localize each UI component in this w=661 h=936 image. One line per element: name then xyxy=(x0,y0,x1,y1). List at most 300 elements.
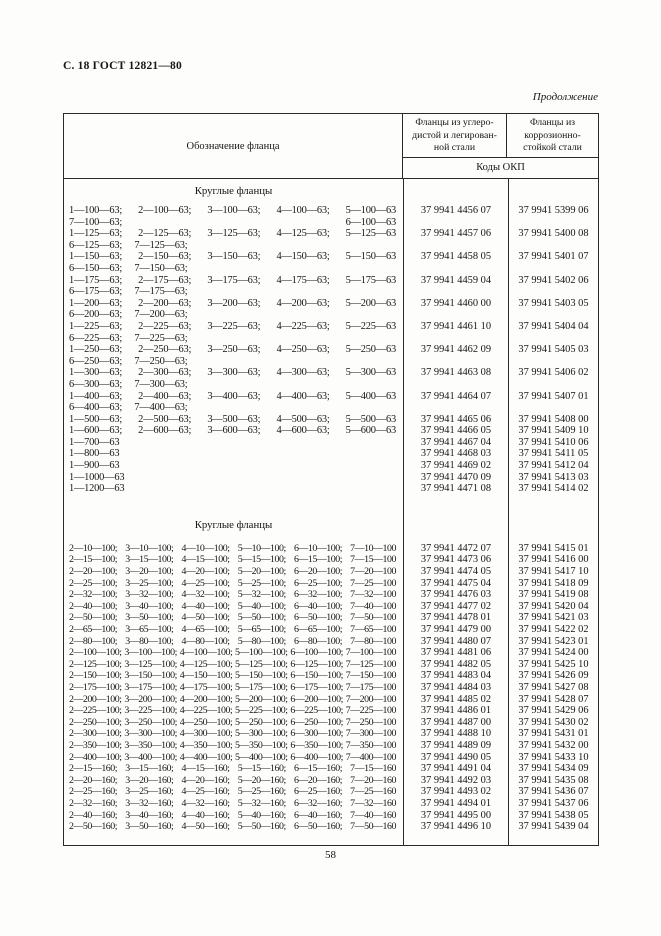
designation-line xyxy=(69,578,396,590)
flange-designation: 5—25—160; xyxy=(237,786,286,798)
flange-designation: 6—250—63; xyxy=(69,355,123,367)
flange-designation: 4—200—63; xyxy=(276,297,330,309)
table-row xyxy=(64,437,598,449)
okp-code-carbon-steel: 37 9941 4472 07 xyxy=(420,542,492,554)
designation-line xyxy=(69,240,396,252)
flange-designations-cell xyxy=(64,298,403,321)
flange-designation: 3—400—100; xyxy=(124,751,177,763)
flange-designation: 2—250—100; xyxy=(69,716,122,728)
table-row xyxy=(64,205,598,228)
table-row xyxy=(64,298,598,321)
carbon-steel-header-line: дистой и легирован- xyxy=(412,129,497,141)
okp-code-corrosion-steel: 37 9941 5420 04 xyxy=(518,600,589,612)
okp-code-corrosion-steel: 37 9941 5429 06 xyxy=(518,705,589,717)
okp-code-carbon-steel: 37 9941 4482 05 xyxy=(420,658,492,670)
page-number: 58 xyxy=(325,849,336,861)
flange-designations-cell xyxy=(64,391,403,414)
designation-line xyxy=(69,367,396,379)
flange-designations-cell xyxy=(64,786,403,798)
designation-line xyxy=(69,682,396,694)
flange-designation: 6—300—63; xyxy=(69,378,123,390)
flange-designation: 5—25—100; xyxy=(237,577,286,589)
flange-designation: 1—700—63 xyxy=(69,436,120,448)
okp-code-corrosion-steel: 37 9941 5435 08 xyxy=(518,774,589,786)
flange-designation: 3—50—100; xyxy=(125,612,174,624)
flange-designation: 4—250—63; xyxy=(276,344,330,356)
okp-code-corrosion-steel: 37 9941 5409 10 xyxy=(518,425,589,437)
okp-code-corrosion-steel: 37 9941 5404 04 xyxy=(518,320,589,332)
okp-code-carbon-steel: 37 9941 4474 05 xyxy=(420,566,492,578)
flange-designation: 2—200—63; xyxy=(138,297,192,309)
designation-line xyxy=(69,460,396,472)
okp-code-corrosion-steel: 37 9941 5411 05 xyxy=(518,448,589,460)
flange-designation: 6—225—63; xyxy=(69,332,123,344)
designation-line xyxy=(69,286,396,298)
designation-line xyxy=(69,402,396,414)
table-row xyxy=(64,659,598,671)
flange-designation: 5—225—100; xyxy=(235,705,288,717)
flange-designation: 6—250—100; xyxy=(290,716,343,728)
okp-code-carbon-steel: 37 9941 4456 07 xyxy=(420,205,492,216)
flange-designation: 3—150—63; xyxy=(207,251,261,263)
flange-designation: 7—15—160 xyxy=(350,763,396,775)
flange-designation: 4—25—100; xyxy=(181,577,230,589)
flange-designation: 2—50—160; xyxy=(69,821,118,833)
table-row xyxy=(64,472,598,484)
flange-designation: 4—300—63; xyxy=(276,367,330,379)
flange-designation: 5—150—100; xyxy=(235,670,288,682)
flange-designation: 4—80—100; xyxy=(181,635,230,647)
flange-designation: 2—400—63; xyxy=(138,390,192,402)
flange-designation: 6—20—100; xyxy=(293,566,343,578)
flange-designation: 3—175—100; xyxy=(124,681,177,693)
designation-line xyxy=(69,636,396,648)
table-row xyxy=(64,636,598,648)
okp-code-corrosion-steel: 37 9941 5401 07 xyxy=(518,251,589,263)
table-row xyxy=(64,543,598,555)
table-section xyxy=(64,185,598,495)
okp-code-corrosion-steel: 37 9941 5428 07 xyxy=(518,693,589,705)
designation-line xyxy=(69,763,396,775)
flange-designation: 7—200—100 xyxy=(345,693,396,705)
okp-code-corrosion-steel: 37 9941 5402 06 xyxy=(518,274,589,286)
flange-designation: 3—250—100; xyxy=(124,716,177,728)
flange-designation: 5—300—63 xyxy=(345,367,396,379)
flange-designation: 3—350—100; xyxy=(124,739,177,751)
table-row xyxy=(64,705,598,717)
flange-designation: 3—40—100; xyxy=(125,600,174,612)
flange-designation: 4—32—160; xyxy=(181,797,230,809)
okp-code-carbon-steel: 37 9941 4473 06 xyxy=(420,554,492,566)
okp-code-carbon-steel: 37 9941 4465 06 xyxy=(420,413,492,425)
designation-line xyxy=(69,775,396,787)
okp-code-carbon-steel: 37 9941 4490 05 xyxy=(420,751,492,763)
flange-designation: 6—80—100; xyxy=(293,635,343,647)
okp-code-corrosion-steel: 37 9941 5418 09 xyxy=(518,577,589,589)
flange-designation: 7—10—100 xyxy=(350,542,396,554)
flange-designation: 6—50—100; xyxy=(293,612,343,624)
flange-table xyxy=(63,113,599,846)
flange-designation: 2—25—160; xyxy=(69,786,118,798)
flange-designation: 2—300—63; xyxy=(138,367,192,379)
flange-designation: 4—300—100; xyxy=(179,728,233,740)
flange-designation: 6—400—63; xyxy=(69,402,123,414)
flange-designation: 5—400—100; xyxy=(235,751,288,763)
flange-designations-cell xyxy=(64,437,403,449)
okp-code-carbon-steel: 37 9941 4476 03 xyxy=(420,589,492,601)
flange-designation: 3—32—160; xyxy=(125,797,174,809)
table-row xyxy=(64,821,598,833)
flange-designation: 5—300—100; xyxy=(235,728,288,740)
flange-designation: 2—400—100; xyxy=(69,751,122,763)
flange-designation: 2—175—100; xyxy=(69,681,122,693)
okp-code-corrosion-steel: 37 9941 5432 00 xyxy=(518,739,589,751)
column-divider-rule xyxy=(403,179,404,845)
flange-designation: 6—175—63; xyxy=(69,286,123,298)
flange-designation: 3—300—63; xyxy=(207,367,261,379)
flange-designation: 4—50—100; xyxy=(181,612,230,624)
carbon-steel-header-line: ной стали xyxy=(433,142,476,153)
corrosion-steel-header-line: Фланцы из xyxy=(529,117,576,128)
okp-code-corrosion-steel: 37 9941 5422 02 xyxy=(518,624,589,635)
flange-designations-cell xyxy=(64,367,403,390)
flange-designations-cell xyxy=(64,717,403,729)
section-rows xyxy=(64,543,598,833)
flange-designation: 7—175—63; xyxy=(134,286,188,298)
okp-code-carbon-steel: 37 9941 4458 05 xyxy=(420,251,492,263)
flange-designation: 6—20—160; xyxy=(293,774,343,786)
flange-designation: 2—100—100; xyxy=(69,647,122,659)
flange-designation: 3—20—100; xyxy=(125,566,174,578)
flange-designation: 3—400—63; xyxy=(207,390,261,402)
flange-designation: 2—250—63; xyxy=(138,344,192,356)
okp-code-carbon-steel: 37 9941 4496 10 xyxy=(420,821,492,833)
flange-designation: 5—100—100; xyxy=(235,647,288,659)
flange-designation: 2—15—100; xyxy=(69,554,118,566)
flange-designations-cell xyxy=(64,414,403,426)
okp-code-carbon-steel: 37 9941 4462 09 xyxy=(420,344,492,356)
table-row xyxy=(64,578,598,590)
flange-designation: 7—50—100 xyxy=(350,612,396,624)
flange-designation: 7—200—63; xyxy=(134,309,188,321)
okp-code-carbon-steel: 37 9941 4467 04 xyxy=(420,436,492,448)
flange-designations-cell xyxy=(64,321,403,344)
flange-designation: 4—15—160; xyxy=(181,763,230,775)
flange-designation: 5—32—160; xyxy=(237,797,286,809)
flange-designation: 7—125—100 xyxy=(345,658,396,670)
flange-designation: 5—32—100; xyxy=(237,589,286,601)
flange-designation: 6—15—100; xyxy=(293,554,343,566)
designation-line xyxy=(69,437,396,449)
corrosion-steel-header-line: стойкой стали xyxy=(523,142,582,153)
flange-designation: 4—50—160; xyxy=(181,821,230,833)
okp-code-carbon-steel: 37 9941 4493 02 xyxy=(420,786,492,798)
designation-line xyxy=(69,251,396,263)
flange-designation: 7—25—160 xyxy=(350,786,396,798)
table-row xyxy=(64,275,598,298)
okp-code-carbon-steel: 37 9941 4459 04 xyxy=(420,274,492,286)
designation-line xyxy=(69,694,396,706)
flange-designations-cell xyxy=(64,694,403,706)
flange-designations-cell xyxy=(64,578,403,590)
okp-code-carbon-steel: 37 9941 4481 06 xyxy=(420,647,492,659)
flange-designation: 6—350—100; xyxy=(290,739,343,751)
flange-designation: 3—100—100; xyxy=(124,647,177,659)
designation-line xyxy=(69,414,396,426)
flange-designation: 4—40—100; xyxy=(181,600,230,612)
flange-designation: 2—125—63; xyxy=(138,228,192,240)
flange-designations-cell xyxy=(64,205,403,228)
flange-designation: 6—150—100; xyxy=(290,670,343,682)
flange-designation: 7—50—160 xyxy=(350,821,396,833)
flange-designation: 7—225—100 xyxy=(345,705,396,717)
designation-line xyxy=(69,798,396,810)
designation-line xyxy=(69,566,396,578)
flange-designations-cell xyxy=(64,670,403,682)
okp-code-carbon-steel: 37 9941 4479 00 xyxy=(420,624,492,635)
flange-designation: 7—32—160 xyxy=(350,797,396,809)
flange-designation: 7—225—63; xyxy=(134,332,188,344)
okp-code-corrosion-steel: 37 9941 5423 01 xyxy=(518,635,589,647)
flange-designation: 4—500—63; xyxy=(276,413,330,425)
flange-designation: 5—200—100; xyxy=(235,693,288,705)
flange-designation: 7—150—100 xyxy=(345,670,396,682)
flange-designations-cell xyxy=(64,821,403,833)
table-row xyxy=(64,810,598,822)
section-title: Круглые фланцы xyxy=(194,518,273,531)
flange-designation: 4—225—100; xyxy=(179,705,233,717)
flange-designation: 3—250—63; xyxy=(207,344,261,356)
table-row xyxy=(64,786,598,798)
flange-designation: 5—250—100; xyxy=(235,716,288,728)
flange-designation: 7—20—100 xyxy=(350,566,396,578)
flange-designation: 3—20—160; xyxy=(125,774,174,786)
okp-code-carbon-steel: 37 9941 4464 07 xyxy=(420,390,492,402)
flange-designation: 4—40—160; xyxy=(181,809,230,821)
flange-designation: 5—50—100; xyxy=(237,612,286,624)
designation-line xyxy=(69,263,396,275)
flange-designation: 5—20—160; xyxy=(237,774,286,786)
flange-designations-cell xyxy=(64,624,403,636)
flange-designation: 3—125—100; xyxy=(124,658,177,670)
flange-designation: 3—100—63; xyxy=(207,205,261,216)
okp-code-carbon-steel: 37 9941 4492 03 xyxy=(420,774,492,786)
flange-designation: 2—100—63; xyxy=(138,205,192,216)
designation-line xyxy=(69,298,396,310)
flange-designation: 1—300—63; xyxy=(69,367,123,379)
flange-designations-cell xyxy=(64,472,403,484)
flange-designation: 4—350—100; xyxy=(179,739,233,751)
flange-designation: 3—10—100; xyxy=(125,542,174,554)
okp-code-corrosion-steel: 37 9941 5416 00 xyxy=(518,554,589,566)
table-row xyxy=(64,752,598,764)
designation-line xyxy=(69,333,396,345)
designation-line xyxy=(69,705,396,717)
designation-line xyxy=(69,659,396,671)
flange-designation: 1—900—63 xyxy=(69,460,120,472)
designation-line xyxy=(69,786,396,798)
okp-code-carbon-steel: 37 9941 4484 03 xyxy=(420,681,492,693)
flange-designation: 6—50—160; xyxy=(293,821,343,833)
flange-designation: 5—225—63 xyxy=(345,320,396,332)
okp-code-carbon-steel: 37 9941 4461 10 xyxy=(420,320,492,332)
okp-code-corrosion-steel: 37 9941 5412 04 xyxy=(518,460,589,472)
flange-designations-cell xyxy=(64,425,403,437)
flange-designation: 4—10—100; xyxy=(181,542,230,554)
flange-designation: 1—800—63 xyxy=(69,448,120,460)
okp-code-corrosion-steel: 37 9941 5399 06 xyxy=(518,205,589,216)
flange-designation: 7—250—63; xyxy=(134,355,188,367)
flange-designation: 3—300—100; xyxy=(124,728,177,740)
column-divider-rule xyxy=(508,179,509,845)
designation-line xyxy=(69,356,396,368)
designation-line xyxy=(69,601,396,613)
flange-designation: 2—200—100; xyxy=(69,693,122,705)
flange-designations-cell xyxy=(64,228,403,251)
flange-designation: 6—125—63; xyxy=(69,239,123,251)
flange-designation: 4—65—100; xyxy=(181,624,230,635)
continuation-label: Продолжение xyxy=(532,91,598,103)
table-row xyxy=(64,589,598,601)
flange-designation: 6—100—63 xyxy=(345,216,396,228)
flange-designation: 2—350—100; xyxy=(69,739,122,751)
designation-line xyxy=(69,740,396,752)
flange-designation: 7—100—63; xyxy=(69,216,123,228)
flange-designation: 2—40—100; xyxy=(69,600,118,612)
okp-code-carbon-steel: 37 9941 4460 00 xyxy=(420,297,492,309)
corrosion-steel-column-header xyxy=(507,114,598,157)
flange-designations-cell xyxy=(64,589,403,601)
flange-designation: 7—40—100 xyxy=(350,600,396,612)
flange-designations-cell xyxy=(64,659,403,671)
designation-line xyxy=(69,717,396,729)
flange-designation: 2—80—100; xyxy=(69,635,118,647)
flange-designation: 7—175—100 xyxy=(345,681,396,693)
flange-designation: 2—125—100; xyxy=(69,658,122,670)
okp-code-corrosion-steel: 37 9941 5427 08 xyxy=(518,681,589,693)
okp-code-carbon-steel: 37 9941 4485 02 xyxy=(420,693,492,705)
flange-designation: 7—250—100 xyxy=(345,716,396,728)
table-row xyxy=(64,775,598,787)
flange-designations-cell xyxy=(64,483,403,495)
table-row xyxy=(64,391,598,414)
flange-designation: 5—65—100; xyxy=(237,624,286,635)
flange-designation: 4—225—63; xyxy=(276,320,330,332)
flange-designation: 2—225—63; xyxy=(138,320,192,332)
flange-designation: 3—600—63; xyxy=(207,425,261,437)
okp-code-carbon-steel: 37 9941 4491 04 xyxy=(420,763,492,775)
okp-code-corrosion-steel: 37 9941 5421 03 xyxy=(518,612,589,624)
flange-designations-cell xyxy=(64,554,403,566)
flange-designation: 1—1000—63 xyxy=(69,471,125,483)
flange-designations-cell xyxy=(64,647,403,659)
flange-designation: 6—32—100; xyxy=(293,589,343,601)
codes-header-group xyxy=(403,114,598,178)
designation-line xyxy=(69,624,396,636)
designation-line xyxy=(69,670,396,682)
flange-designation: 6—400—100; xyxy=(290,751,343,763)
flange-designation: 7—25—100 xyxy=(350,577,396,589)
flange-designation: 5—250—63 xyxy=(345,344,396,356)
flange-designation: 3—225—63; xyxy=(207,320,261,332)
table-row xyxy=(64,414,598,426)
okp-code-carbon-steel: 37 9941 4466 05 xyxy=(420,425,492,437)
okp-code-corrosion-steel: 37 9941 5408 00 xyxy=(518,413,589,425)
okp-code-corrosion-steel: 37 9941 5439 04 xyxy=(518,821,589,833)
flange-designation: 3—25—100; xyxy=(125,577,174,589)
okp-code-carbon-steel: 37 9941 4478 01 xyxy=(420,612,492,624)
flange-designation: 5—125—63 xyxy=(345,228,396,240)
flange-designation: 5—600—63 xyxy=(345,425,396,437)
flange-designation: 3—80—100; xyxy=(125,635,174,647)
okp-code-corrosion-steel: 37 9941 5403 05 xyxy=(518,297,589,309)
flange-designations-cell xyxy=(64,775,403,787)
flange-designation: 5—40—100; xyxy=(237,600,286,612)
flange-designation: 3—65—100; xyxy=(125,624,174,635)
flange-designations-cell xyxy=(64,763,403,775)
flange-designation: 1—500—63; xyxy=(69,413,123,425)
flange-designation: 2—500—63; xyxy=(138,413,192,425)
table-row xyxy=(64,612,598,624)
flange-designation: 6—175—100; xyxy=(290,681,343,693)
flange-designation: 2—175—63; xyxy=(138,274,192,286)
flange-designation: 7—350—100 xyxy=(345,739,396,751)
okp-code-carbon-steel: 37 9941 4488 10 xyxy=(420,728,492,740)
okp-code-carbon-steel: 37 9941 4471 08 xyxy=(420,483,492,495)
flange-designation: 2—50—100; xyxy=(69,612,118,624)
table-row xyxy=(64,251,598,274)
flange-designation: 1—600—63; xyxy=(69,425,123,437)
okp-code-carbon-steel: 37 9941 4495 00 xyxy=(420,809,492,821)
flange-designation: 6—125—100; xyxy=(290,658,343,670)
flange-designation: 6—65—100; xyxy=(293,624,343,635)
flange-designation: 6—25—100; xyxy=(293,577,343,589)
designation-line xyxy=(69,217,396,229)
flange-designation: 6—200—100; xyxy=(290,693,343,705)
flange-designation: 4—400—100; xyxy=(179,751,233,763)
okp-code-corrosion-steel: 37 9941 5425 10 xyxy=(518,658,589,670)
designation-line xyxy=(69,391,396,403)
table-row xyxy=(64,763,598,775)
flange-designation: 2—25—100; xyxy=(69,577,118,589)
okp-code-carbon-steel: 37 9941 4489 09 xyxy=(420,739,492,751)
designation-line xyxy=(69,321,396,333)
flange-designation: 6—25—160; xyxy=(293,786,343,798)
flange-designation: 5—175—100; xyxy=(235,681,288,693)
flange-designation: 4—20—100; xyxy=(181,566,230,578)
flange-designation: 3—500—63; xyxy=(207,413,261,425)
designation-line xyxy=(69,379,396,391)
table-row xyxy=(64,624,598,636)
flange-designation: 6—225—100; xyxy=(290,705,343,717)
flange-designations-cell xyxy=(64,275,403,298)
okp-code-corrosion-steel: 37 9941 5419 08 xyxy=(518,589,589,601)
flange-designation: 4—150—100; xyxy=(179,670,233,682)
flange-designation: 5—40—160; xyxy=(237,809,286,821)
flange-designation: 4—150—63; xyxy=(276,251,330,263)
okp-code-corrosion-steel: 37 9941 5438 05 xyxy=(518,809,589,821)
designation-line xyxy=(69,472,396,484)
flange-designation: 3—15—160; xyxy=(125,763,174,775)
designation-line xyxy=(69,448,396,460)
flange-designation: 6—40—100; xyxy=(293,600,343,612)
flange-designations-cell xyxy=(64,636,403,648)
table-row xyxy=(64,601,598,613)
flange-designation: 4—20—160; xyxy=(181,774,230,786)
table-row xyxy=(64,694,598,706)
designation-column-header: Обозначение фланца xyxy=(64,114,403,178)
section-rows xyxy=(64,205,598,495)
